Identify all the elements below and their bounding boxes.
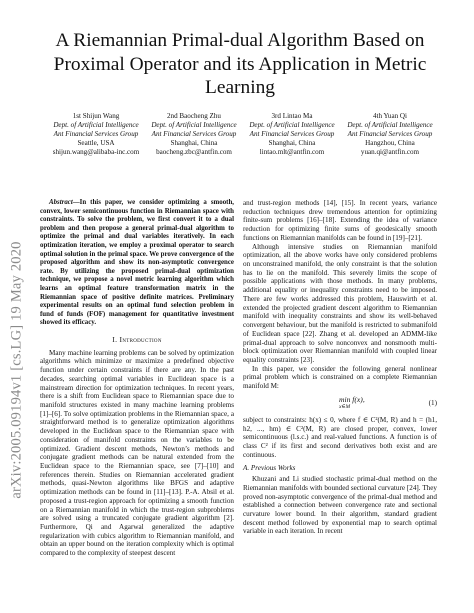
- body-paragraph: In this paper, we consider the following general nonlinear primal problem which is constrained on a complete Riemannian manifold M:: [243, 364, 437, 391]
- right-column: [243, 199, 437, 536]
- abstract-text: —In this paper, we consider optimizing a smooth, convex, lower semicontinuous function in Riemannian space with constraints. To solve the problem, we first convert it to a dual problem and then propose a general primal-dual algorithm to optimize the primal and dual variables iteratively. In each optimization iteration, we employ a proximal operator to search optimal solution in the primal space. We prove convergence of the proposed algorithm and show its non-asymptotic convergence rate. By utilizing the proposed primal-dual optimization technique, we propose a novel metric learning algorithm which learns an optimal feature transformation matrix in the Riemannian space of positive definite matrices. Preliminary experimental results on an optimal fund selection problem in fund of funds (FOF) management for quantitative investment showed its efficacy.: [40, 199, 234, 327]
- author-3: [236, 112, 348, 157]
- author-org: Ant Financial Services Group: [249, 129, 335, 138]
- body-paragraph: Although intensive studies on Riemannian manifold optimization, all the above works have only considered problems on unconstrained manifold, the only constraint is that the solution has to lie on the manifold. This severely limits the scope of possible applications with those methods. In many problems, additional equality or inequality constraints need to be imposed. There are few works addressed this problem, Hauswirth et al. extended the projected gradient descent algorithm to Riemannian manifold with inequality constraints and show its well-behaved convergent behaviour, but the manifold is restricted to submanifold of Euclidean space [22]. Zhang et al. developed an ADMM-like primal-dual approach to solve nonconvex and nonsmooth multi-block optimization over Riemannian manifold with coupled linear equality constraints [23].: [243, 242, 437, 364]
- author-name: 4th Yuan Qi: [372, 112, 408, 120]
- author-email: baocheng.zbc@antfin.com: [156, 147, 232, 156]
- author-dept: Dept. of Artificial Intelligence: [347, 120, 433, 129]
- body-paragraph: Khuzani and Li studied stochastic primal-dual method on the Riemannian manifolds with bounded sectional curvature [24]. They proved non-asymptotic convergence of the primal-dual method and established a connection between convergence rate and sectional curvature lower bound. In their algorithm, standard gradient descent method followed by exponential map to search optimal variable in each iteration. In recent: [243, 475, 437, 536]
- author-name: 3rd Lintao Ma: [271, 112, 313, 120]
- equation-expression: min f(x),: [339, 394, 365, 404]
- section-heading: I. Introduction: [112, 334, 162, 344]
- author-name: 2nd Baocheng Zhu: [167, 112, 221, 120]
- author-city: Hangzhou, China: [365, 138, 415, 147]
- author-org: Ant Financial Services Group: [53, 129, 139, 138]
- abstract: [40, 199, 234, 328]
- abstract-label: Abstract: [49, 199, 73, 206]
- author-city: Seattle, USA: [77, 138, 115, 147]
- equation-1: [243, 394, 437, 414]
- author-email: shijun.wang@alibaba-inc.com: [52, 147, 140, 156]
- author-dept: Dept. of Artificial Intelligence: [151, 120, 237, 129]
- arxiv-side-label: arXiv:2005.09194v1 [cs.LG] 19 May 2020: [8, 241, 25, 499]
- author-1: [40, 112, 152, 157]
- author-org: Ant Financial Services Group: [151, 129, 237, 138]
- author-city: Shanghai, China: [170, 138, 218, 147]
- subsection-heading: A. Previous Works: [243, 464, 296, 473]
- author-2: [138, 112, 250, 157]
- author-org: Ant Financial Services Group: [347, 129, 433, 138]
- paper-title: A Riemannian Primal-dual Algorithm Based on Proximal Operator and its Application in Metric Learning: [53, 30, 427, 98]
- equation-subscript: x∈M: [339, 403, 351, 410]
- author-email: lintao.mlt@antfin.com: [259, 147, 325, 156]
- author-city: Shanghai, China: [268, 138, 316, 147]
- author-name: 1st Shijun Wang: [72, 112, 120, 120]
- author-email: yuan.qi@antfin.com: [360, 147, 420, 156]
- body-paragraph: subject to constraints: h(x) ≤ 0, where f ∈ C²(M, R) and h = (h1, h2, ..., hm) ∈ C²(M, R) are closed proper, convex, lower semicontinuous (l.s.c.) and real-valued functions. A function is of class C² if its first and second derivatives both exist and are continuous.: [243, 415, 437, 459]
- equation-math: [339, 396, 365, 410]
- body-paragraph: and trust-region methods [14], [15]. In recent years, variance reduction techniques drew tremendous attention for optimizing finite-sum problems [16]–[18]. Extending the idea of variance reduction for optimizing finite sums of geodesically smooth functions on Riemannian manifolds can be found in [19]–[21].: [243, 199, 437, 242]
- left-column: [40, 199, 234, 558]
- equation-number: (1): [428, 398, 437, 407]
- intro-paragraph: Many machine learning problems can be solved by optimization algorithms which minimize or maximize a predefined objective function under certain constraints if there are any. In the past decades, searching optimal variables in Euclidean space is a mainstream direction for optimization techniques. In recent years, there is a shift from Euclidean space to Riemannian space due to manifold structures existed in many machine learning problems [1]–[6]. To solve optimization problems in the Riemannian space, a straightforward method is to generalize optimization algorithms developed in the Euclidean space to the Riemannian space with consideration of manifold constraints on the variables to be optimized. Gradient descent methods, Newton’s methods and conjugate gradient methods can be natural extended from the Euclidean space to the Riemannian space, see [7]–[10] and references therein. Studies on Riemannian accelerated gradient methods, quasi-Newton algorithms like BFGS and adaptive optimization methods can be found in [11]–[13]. P.-A. Absil et al. proposed a trust-region approach for optimizing a smooth function on a Riemannian manifold in which the trust-region subproblems are solved using a truncated conjugate gradient algorithm [2]. Furthermore, Qi and Agarwal generalized the adaptive regularization with cubics algorithm to Riemannian manifold, and obtain an upper bound on the iteration complexity which is optimal compared to the complexity of steepest descent: [40, 348, 234, 558]
- author-dept: Dept. of Artificial Intelligence: [53, 120, 139, 129]
- author-dept: Dept. of Artificial Intelligence: [249, 120, 335, 129]
- author-4: [334, 112, 446, 157]
